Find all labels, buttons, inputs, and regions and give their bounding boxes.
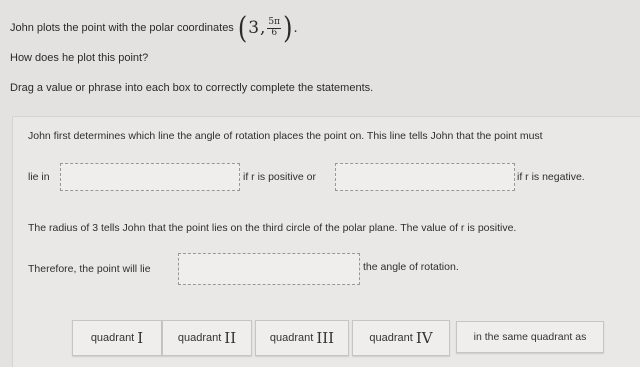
drop-box-negative[interactable] (335, 163, 515, 191)
instruction-text: Drag a value or phrase into each box to correctly complete the statements. (10, 82, 374, 94)
statement-1-text: John first determines which line the angle of rotation places the point on. This line tells John that the point must (28, 130, 543, 142)
tile-quadrant-2[interactable]: quadrant II (162, 320, 252, 356)
question-ask: How does he plot this point? (10, 52, 149, 64)
tile-quadrant-4[interactable]: quadrant IV (352, 320, 450, 356)
drop-box-result[interactable] (178, 253, 360, 285)
question-intro: John plots the point with the polar coordinates (10, 22, 234, 34)
tile-quadrant-1[interactable]: quadrant I (72, 320, 162, 356)
coord-theta: $\frac{5\pi}{6}$ (268, 16, 281, 38)
coord-r: 3 (248, 18, 260, 38)
drop-box-positive[interactable] (60, 163, 240, 191)
question-prompt (10, 10, 298, 46)
polar-coordinates: ( 3 , $\frac{5\pi}{6}$ ) . (237, 10, 298, 46)
if-negative-label: if r is negative. (517, 171, 585, 183)
lie-in-label: lie in (28, 171, 50, 183)
if-positive-label: if r is positive or (243, 171, 316, 183)
angle-rotation-label: the angle of rotation. (363, 261, 459, 273)
therefore-label: Therefore, the point will lie (28, 263, 151, 275)
statement-2-text: The radius of 3 tells John that the point lies on the third circle of the polar plane. The value of r is positive. (28, 222, 517, 234)
tile-same-quadrant[interactable]: in the same quadrant as (456, 321, 604, 353)
tile-quadrant-3[interactable]: quadrant III (255, 320, 349, 356)
